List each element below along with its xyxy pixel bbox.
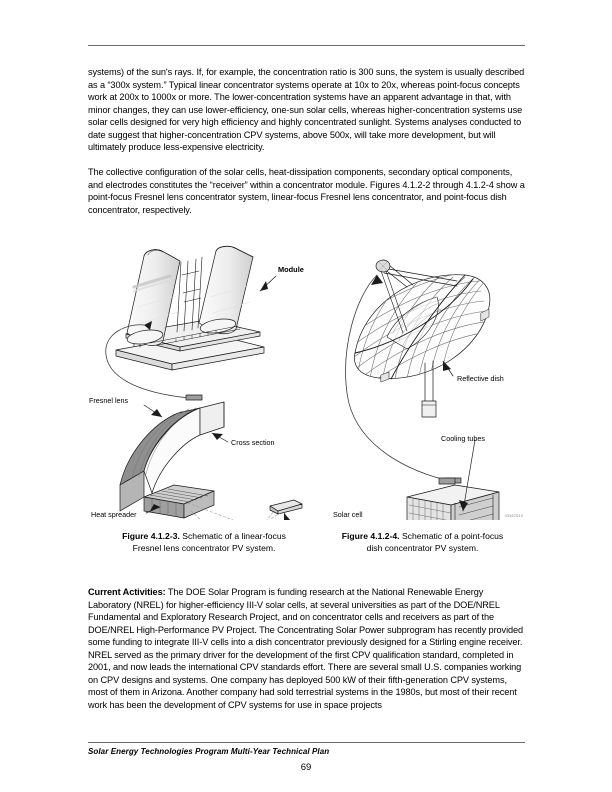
label-cooling-tubes: Cooling tubes xyxy=(441,434,485,443)
label-heat-spreader: Heat spreader xyxy=(91,510,137,519)
figure-point-focus-dish-drawing xyxy=(333,245,525,520)
lower-body-content xyxy=(88,586,525,711)
caption-text: Schematic of a linear-focus xyxy=(179,531,286,541)
figure-point-focus-dish xyxy=(333,245,525,520)
label-module: Module xyxy=(278,265,304,274)
caption-number: Figure 4.1.2-3. xyxy=(122,531,180,541)
label-fresnel-lens: Fresnel lens xyxy=(89,396,129,405)
figures-row xyxy=(88,245,525,520)
header-rule xyxy=(88,45,525,46)
caption-text: Schematic of a point-focus xyxy=(399,531,504,541)
caption-text-line2: Fresnel lens concentrator PV system. xyxy=(132,542,276,553)
figure-captions xyxy=(88,531,525,554)
label-solar-cell: Solar cell xyxy=(333,510,363,519)
label-cross-section: Cross section xyxy=(231,438,275,447)
figure-linear-focus-fresnel xyxy=(88,245,328,520)
footer-document-title: Solar Energy Technologies Program Multi-Year Technical Plan xyxy=(88,747,330,756)
paragraph-current-activities xyxy=(88,586,525,711)
receiver-box xyxy=(407,478,499,520)
figure-id-stamp: 03367510 xyxy=(504,513,523,518)
caption-figure-4-1-2-4 xyxy=(320,531,525,554)
caption-figure-4-1-2-3 xyxy=(88,531,320,554)
current-activities-label: Current Activities: xyxy=(88,587,166,597)
paragraph-receiver-configuration: The collective configuration of the solar cells, heat-dissipation components, secondary optical components, and electrodes constitutes the “receiver” within a concentrator module. Figures 4.1.2-2 through 4.1.2-4 show a point-focus Fresnel lens concentrator system, linear-focus Fresnel lens concentrator, and point-focus dish concentrator, respectively. xyxy=(88,167,525,215)
paragraph-concentration-ratio: systems) of the sun's rays. If, for example, the concentration ratio is 300 suns, the system is usually described as a “300x system.” Typical linear concentrator systems operate at 10x to 20x, whereas point-focus concepts work at 200x to 1000x or more. The lower-concentration systems have an apparent advantage in that, with minor changes, they can use lower-efficiency, one-sun solar cells, whereas higher-concentration systems use solar cells designed for very high efficiency and highly concentrated sunlight. Systems analyses conducted to date suggest that higher-concentration CPV systems, above 500x, will take more development, but will ultimately produce less-expensive electricity. xyxy=(88,67,525,153)
caption-text-line2: dish concentrator PV system. xyxy=(366,542,479,553)
reflective-dish xyxy=(345,260,501,417)
module-assembly xyxy=(116,246,264,370)
figure-linear-focus-fresnel-drawing xyxy=(88,245,328,520)
cross-section-assembly xyxy=(120,402,224,518)
current-activities-text: The DOE Solar Program is funding research at the National Renewable Energy Laboratory (NREL) for higher-efficiency III-V solar cells, at several universities as part of the DOE/NREL Fundamental and Exploratory Research Project, and on concentrator cells and receivers as part of the DOE/NREL High-Performance PV Project. The Concentrating Solar Power subprogram has recently provided some funding to integrate III-V cells into a dish concentrator previously designed for a Stirling engine receiver. NREL served as the primary driver for the development of the first CPV qualification standard, completed in 2001, and now leads the international CPV standards effort. There are several small U.S. companies working on CPV designs and systems. One company has deployed 500 kW of their fifth-generation CPV systems, most of them in Arizona. Another company had sold terrestrial systems in the 1980s, but most of their recent work has been the development of CPV systems for use in space projects xyxy=(88,587,524,710)
footer-rule xyxy=(88,742,525,743)
upper-body-content xyxy=(88,66,525,229)
label-reflective-dish: Reflective dish xyxy=(457,374,504,383)
caption-number: Figure 4.1.2-4. xyxy=(341,531,400,541)
page-number: 69 xyxy=(300,762,312,773)
